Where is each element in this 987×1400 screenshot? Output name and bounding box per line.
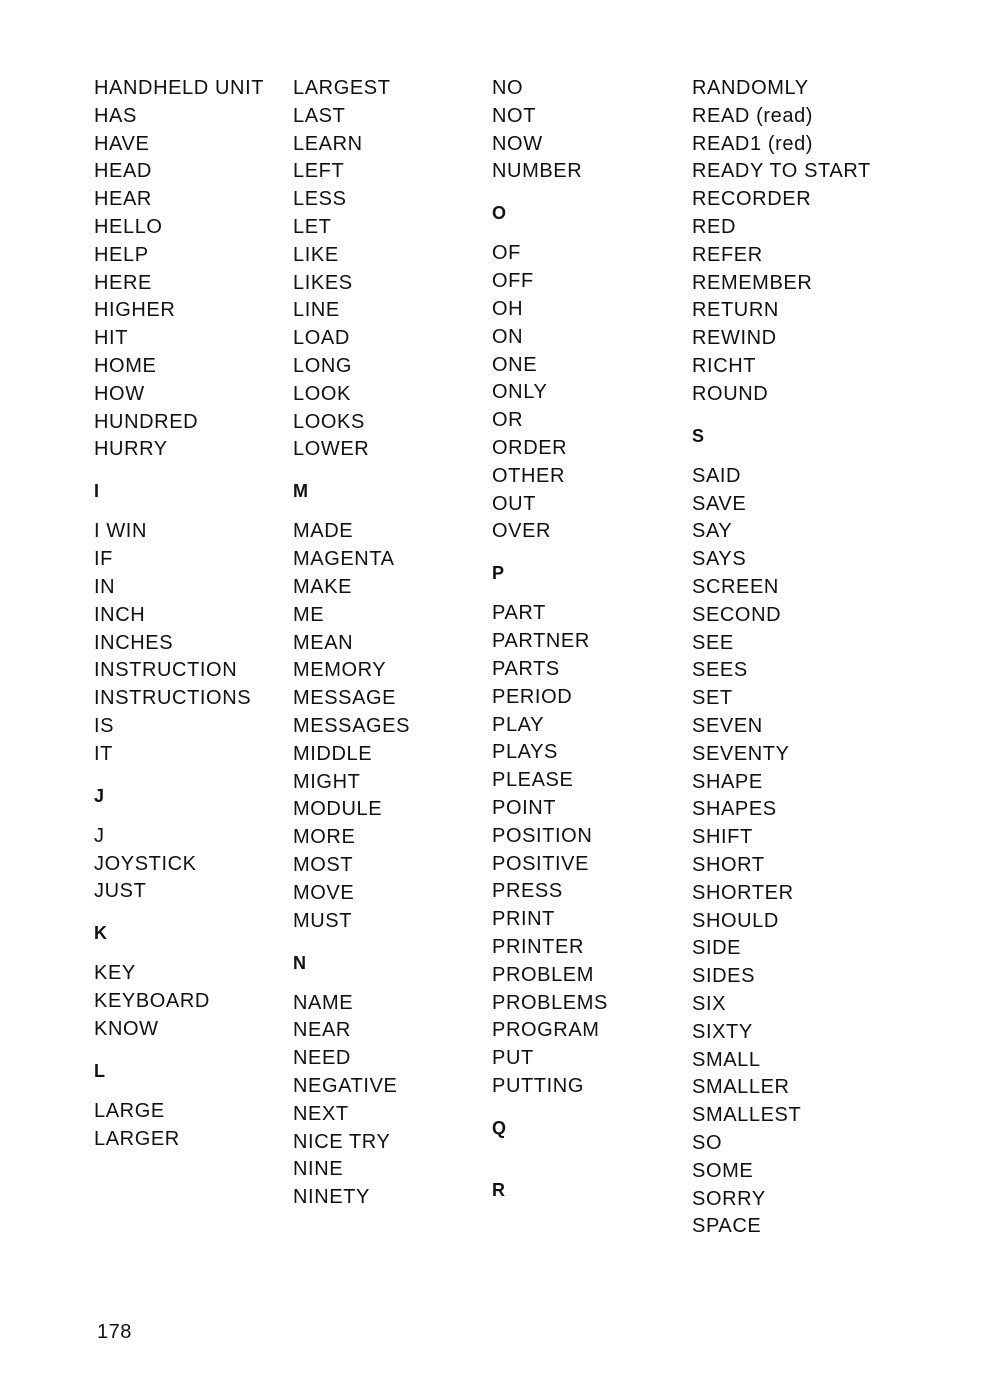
word-entry: MOST bbox=[293, 854, 354, 876]
word-entry: RANDOMLY bbox=[692, 77, 809, 99]
word-entry: LIKES bbox=[293, 271, 353, 294]
word-entry: LET bbox=[293, 216, 332, 238]
word-entry: SHORT bbox=[692, 854, 765, 876]
word-entry: PRESS bbox=[492, 880, 563, 903]
word-entry: MEMORY bbox=[293, 659, 387, 682]
word-entry: MIDDLE bbox=[293, 742, 373, 765]
word-entry: OUT bbox=[492, 492, 537, 515]
word-entry: PROBLEMS bbox=[492, 991, 608, 1014]
word-entry: HAVE bbox=[94, 132, 150, 155]
word-entry: PUTTING bbox=[492, 1075, 584, 1097]
word-entry: SO bbox=[692, 1132, 723, 1154]
word-entry: SHAPES bbox=[692, 798, 777, 821]
word-entry: HEAR bbox=[94, 188, 152, 211]
word-entry: ME bbox=[293, 603, 325, 626]
word-entry: MAKE bbox=[293, 576, 353, 598]
letter-heading: S bbox=[692, 425, 705, 446]
word-entry: LEFT bbox=[293, 160, 345, 183]
word-entry: PLEASE bbox=[492, 769, 574, 792]
word-entry: RICHT bbox=[692, 355, 757, 377]
page-number: 178 bbox=[97, 1321, 132, 1343]
word-entry: OF bbox=[492, 242, 521, 265]
word-entry: READ1 (red) bbox=[692, 132, 814, 155]
word-entry: HURRY bbox=[94, 438, 168, 461]
word-entry: LOAD bbox=[293, 327, 350, 350]
word-entry: HEAD bbox=[94, 160, 152, 183]
word-entry: SAID bbox=[692, 464, 742, 487]
word-entry: NOW bbox=[492, 132, 543, 155]
word-entry: LARGE bbox=[94, 1100, 165, 1122]
letter-heading: N bbox=[293, 952, 306, 973]
word-entry: ONLY bbox=[492, 381, 548, 404]
word-entry: SIDE bbox=[692, 937, 742, 960]
word-entry: MADE bbox=[293, 520, 354, 543]
word-entry: SECOND bbox=[692, 603, 782, 626]
letter-heading: I bbox=[94, 481, 100, 502]
word-entry: SMALLER bbox=[692, 1076, 790, 1099]
word-entry: HELP bbox=[94, 243, 149, 266]
word-entry: REMEMBER bbox=[692, 271, 813, 294]
word-entry: LARGER bbox=[94, 1127, 180, 1150]
word-entry: LINE bbox=[293, 299, 340, 322]
word-entry: HIGHER bbox=[94, 299, 176, 322]
word-entry: MODULE bbox=[293, 798, 383, 821]
word-entry: SPACE bbox=[692, 1215, 762, 1238]
word-entry: OFF bbox=[492, 270, 534, 293]
word-entry: IT bbox=[94, 742, 113, 765]
word-entry: IS bbox=[94, 715, 115, 737]
word-entry: INSTRUCTION bbox=[94, 659, 238, 682]
word-entry: I WIN bbox=[94, 520, 147, 543]
word-entry: NICE TRY bbox=[293, 1130, 391, 1153]
word-entry: RECORDER bbox=[692, 188, 812, 211]
word-entry: ROUND bbox=[692, 382, 769, 405]
letter-heading: P bbox=[492, 563, 505, 584]
word-entry: MEAN bbox=[293, 631, 354, 654]
word-entry: IF bbox=[94, 548, 113, 571]
word-entry: JUST bbox=[94, 880, 147, 903]
word-entry: KEYBOARD bbox=[94, 990, 210, 1013]
word-entry: MOVE bbox=[293, 881, 355, 904]
word-entry: OH bbox=[492, 298, 524, 320]
word-entry: SEES bbox=[692, 659, 748, 682]
word-entry: NEXT bbox=[293, 1102, 349, 1125]
word-entry: MESSAGES bbox=[293, 715, 411, 737]
word-entry: READ (read) bbox=[692, 104, 814, 127]
word-entry: SORRY bbox=[692, 1187, 766, 1210]
word-entry: POSITION bbox=[492, 824, 593, 847]
word-entry: NAME bbox=[293, 991, 354, 1014]
word-entry: MESSAGE bbox=[293, 687, 397, 710]
word-entry: LARGEST bbox=[293, 77, 391, 99]
word-entry: LOWER bbox=[293, 438, 370, 461]
word-entry: SIDES bbox=[692, 965, 756, 988]
letter-heading: J bbox=[94, 785, 105, 806]
word-entry: MUST bbox=[293, 909, 353, 932]
word-entry: RED bbox=[692, 216, 737, 238]
word-entry: JOYSTICK bbox=[94, 852, 197, 875]
letter-heading: M bbox=[293, 481, 308, 502]
word-entry: PERIOD bbox=[492, 685, 573, 708]
word-entry: HANDHELD UNIT bbox=[94, 77, 265, 99]
word-entry: HOME bbox=[94, 355, 157, 377]
word-entry: MORE bbox=[293, 826, 356, 849]
word-entry: SMALL bbox=[692, 1048, 761, 1071]
word-entry: PART bbox=[492, 602, 546, 625]
word-entry: HOW bbox=[94, 382, 145, 405]
word-entry: KNOW bbox=[94, 1018, 159, 1040]
word-entry: PROBLEM bbox=[492, 963, 595, 986]
word-entry: IN bbox=[94, 576, 116, 598]
word-entry: NOT bbox=[492, 104, 537, 127]
word-entry: HUNDRED bbox=[94, 410, 199, 433]
word-entry: LEARN bbox=[293, 132, 363, 155]
word-entry: HELLO bbox=[94, 216, 163, 238]
word-entry: HIT bbox=[94, 327, 129, 350]
word-entry: SHAPE bbox=[692, 770, 763, 793]
word-entry: NINE bbox=[293, 1158, 344, 1181]
word-entry: NEAR bbox=[293, 1019, 351, 1042]
word-entry: NEED bbox=[293, 1047, 351, 1070]
word-entry: ON bbox=[492, 325, 524, 348]
word-entry: RETURN bbox=[692, 299, 779, 322]
word-entry: LOOKS bbox=[293, 410, 365, 433]
word-entry: LONG bbox=[293, 355, 353, 377]
word-entry: SHOULD bbox=[692, 909, 779, 932]
word-entry: LESS bbox=[293, 188, 347, 211]
word-entry: NEGATIVE bbox=[293, 1075, 398, 1097]
word-entry: PLAYS bbox=[492, 741, 558, 764]
letter-heading: Q bbox=[492, 1118, 507, 1138]
word-entry: NINETY bbox=[293, 1186, 370, 1209]
word-entry: HAS bbox=[94, 104, 137, 127]
word-entry: PUT bbox=[492, 1047, 534, 1070]
letter-heading: R bbox=[492, 1180, 505, 1200]
word-entry: OTHER bbox=[492, 464, 565, 487]
word-entry: SEVEN bbox=[692, 715, 763, 737]
word-entry: INCHES bbox=[94, 631, 174, 654]
word-entry: ORDER bbox=[492, 437, 568, 459]
word-entry: LAST bbox=[293, 104, 346, 127]
word-entry: POINT bbox=[492, 797, 557, 819]
word-entry: SET bbox=[692, 687, 733, 710]
word-entry: KEY bbox=[94, 962, 136, 985]
word-entry: MIGHT bbox=[293, 770, 361, 793]
word-entry: SAY bbox=[692, 520, 733, 543]
word-entry: ONE bbox=[492, 353, 538, 376]
word-entry: MAGENTA bbox=[293, 548, 395, 571]
letter-heading: O bbox=[492, 203, 507, 224]
letter-heading: K bbox=[94, 923, 107, 944]
word-entry: READY TO START bbox=[692, 160, 871, 183]
word-entry: NUMBER bbox=[492, 160, 583, 183]
word-entry: SCREEN bbox=[692, 576, 779, 598]
word-entry: POSITIVE bbox=[492, 852, 590, 875]
word-entry: HERE bbox=[94, 271, 152, 294]
word-entry: INCH bbox=[94, 603, 146, 626]
word-entry: SIXTY bbox=[692, 1020, 753, 1043]
word-entry: PARTS bbox=[492, 658, 560, 680]
word-entry: REFER bbox=[692, 243, 763, 266]
word-entry: LOOK bbox=[293, 382, 351, 405]
word-entry: PLAY bbox=[492, 713, 545, 736]
word-entry: SEE bbox=[692, 631, 734, 654]
word-entry: SAVE bbox=[692, 492, 747, 515]
word-entry: PRINT bbox=[492, 908, 555, 931]
word-entry: SHORTER bbox=[692, 881, 794, 904]
letter-heading: L bbox=[94, 1061, 105, 1081]
word-entry: PRINTER bbox=[492, 936, 584, 958]
word-entry: PROGRAM bbox=[492, 1019, 600, 1042]
word-entry: OR bbox=[492, 409, 524, 432]
word-entry: SMALLEST bbox=[692, 1104, 802, 1127]
word-entry: OVER bbox=[492, 520, 552, 543]
word-entry: SHIFT bbox=[692, 826, 753, 849]
word-entry: PARTNER bbox=[492, 630, 590, 653]
word-entry: SAYS bbox=[692, 548, 747, 571]
word-entry: LIKE bbox=[293, 243, 339, 266]
word-entry: SIX bbox=[692, 993, 727, 1015]
word-entry: SEVENTY bbox=[692, 742, 790, 765]
word-entry: REWIND bbox=[692, 327, 777, 350]
word-entry: SOME bbox=[692, 1159, 754, 1182]
word-entry: J bbox=[94, 824, 105, 847]
word-entry: INSTRUCTIONS bbox=[94, 687, 252, 710]
word-entry: NO bbox=[492, 77, 524, 99]
